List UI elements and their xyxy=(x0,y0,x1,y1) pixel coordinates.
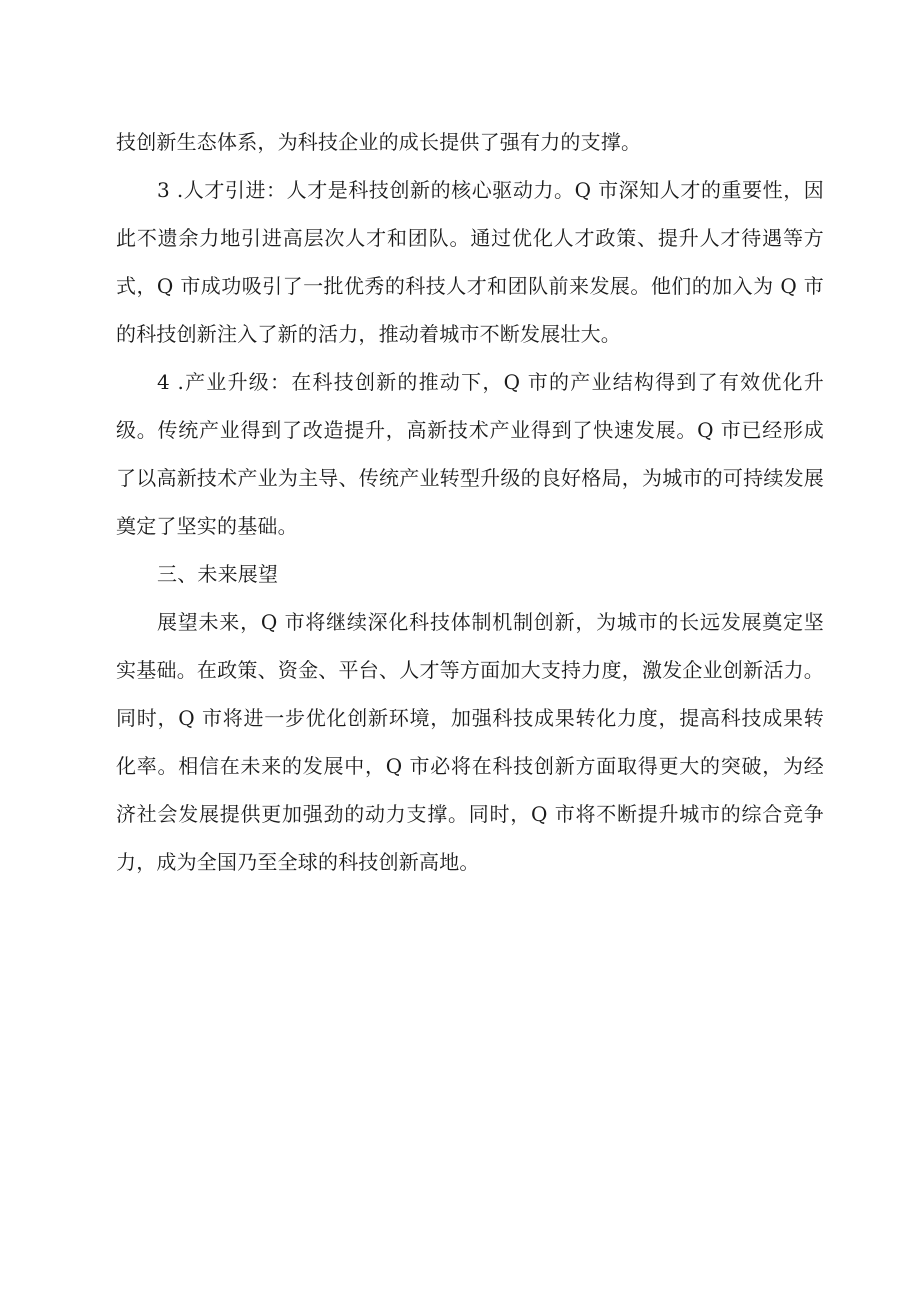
document-body xyxy=(116,118,824,886)
paragraph-talent-introduction: 3 .人才引进：人才是科技创新的核心驱动力。Q 市深知人才的重要性，因此不遗余力地引进高层次人才和团队。通过优化人才政策、提升人才待遇等方式，Q 市成功吸引了一批优秀的科技人才和团队前来发展。他们的加入为 Q 市的科技创新注入了新的活力，推动着城市不断发展壮大。 xyxy=(116,178,824,346)
paragraph-continuation: 技创新生态体系，为科技企业的成长提供了强有力的支撑。 xyxy=(116,130,642,154)
paragraph-outlook: 展望未来，Q 市将继续深化科技体制机制创新，为城市的长远发展奠定坚实基础。在政策、资金、平台、人才等方面加大支持力度，激发企业创新活力。同时，Q 市将进一步优化创新环境，加强科技成果转化力度，提高科技成果转化率。相信在未来的发展中，Q 市必将在科技创新方面取得更大的突破，为经济社会发展提供更加强劲的动力支撑。同时，Q 市将不断提升城市的综合竞争力，成为全国乃至全球的科技创新高地。 xyxy=(116,610,824,874)
section-heading-future-outlook: 三、未来展望 xyxy=(157,562,279,586)
paragraph-industry-upgrade: 4 .产业升级：在科技创新的推动下，Q 市的产业结构得到了有效优化升级。传统产业得到了改造提升，高新技术产业得到了快速发展。Q 市已经形成了以高新技术产业为主导、传统产业转型升级的良好格局，为城市的可持续发展奠定了坚实的基础。 xyxy=(116,370,824,538)
